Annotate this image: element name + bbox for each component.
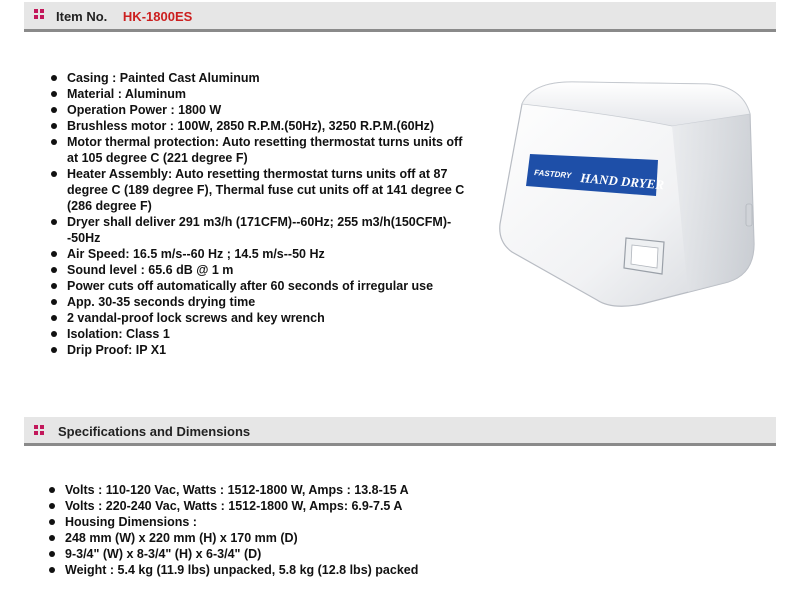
item-number: HK-1800ES xyxy=(122,9,193,24)
spec-item: Weight : 5.4 kg (11.9 lbs) unpacked, 5.8 kg (12.8 lbs) packed xyxy=(46,562,486,578)
item-title xyxy=(56,9,192,24)
bullet-squares-icon xyxy=(34,425,45,436)
activation-button-icon xyxy=(624,238,664,274)
feature-item: Casing : Painted Cast Aluminum xyxy=(48,70,468,86)
brand-text: FASTDRY xyxy=(533,168,572,181)
spec-item: 248 mm (W) x 220 mm (H) x 170 mm (D) xyxy=(46,530,486,546)
spec-item: Volts : 110-120 Vac, Watts : 1512-1800 W, Amps : 13.8-15 A xyxy=(46,482,486,498)
hand-dryer-product-image xyxy=(492,74,762,310)
label-text: HAND DRYER xyxy=(579,170,665,193)
feature-item: Heater Assembly: Auto resetting thermostat turns units off at 87 degree C (189 degree F), Thermal fuse cut units off at 141 degree C (286 degree F) xyxy=(48,166,468,214)
feature-item: Operation Power : 1800 W xyxy=(48,102,468,118)
feature-item: 2 vandal-proof lock screws and key wrench xyxy=(48,310,468,326)
feature-item: Motor thermal protection: Auto resetting thermostat turns units off at 105 degree C (221 degree F) xyxy=(48,134,468,166)
item-label: Item No. xyxy=(56,9,108,24)
feature-item: Dryer shall deliver 291 m3/h (171CFM)--60Hz; 255 m3/h(150CFM)--50Hz xyxy=(48,214,468,246)
spec-item: Volts : 220-240 Vac, Watts : 1512-1800 W, Amps: 6.9-7.5 A xyxy=(46,498,486,514)
spec-item: 9-3/4" (W) x 8-3/4" (H) x 6-3/4" (D) xyxy=(46,546,486,562)
feature-item: Air Speed: 16.5 m/s--60 Hz ; 14.5 m/s--50 Hz xyxy=(48,246,468,262)
specs-title: Specifications and Dimensions xyxy=(58,424,251,439)
feature-item: Power cuts off automatically after 60 seconds of irregular use xyxy=(48,278,468,294)
item-header-bar xyxy=(24,2,776,32)
specs-header-bar xyxy=(24,417,776,446)
feature-item: Brushless motor : 100W, 2850 R.P.M.(50Hz), 3250 R.P.M.(60Hz) xyxy=(48,118,468,134)
feature-item: App. 30-35 seconds drying time xyxy=(48,294,468,310)
dryer-body xyxy=(500,82,754,306)
spec-item: Housing Dimensions : xyxy=(46,514,486,530)
feature-list xyxy=(48,70,468,358)
feature-item: Isolation: Class 1 xyxy=(48,326,468,342)
feature-item: Drip Proof: IP X1 xyxy=(48,342,468,358)
spec-list xyxy=(46,482,486,578)
bullet-squares-icon xyxy=(34,9,45,20)
feature-item: Material : Aluminum xyxy=(48,86,468,102)
feature-item: Sound level : 65.6 dB @ 1 m xyxy=(48,262,468,278)
